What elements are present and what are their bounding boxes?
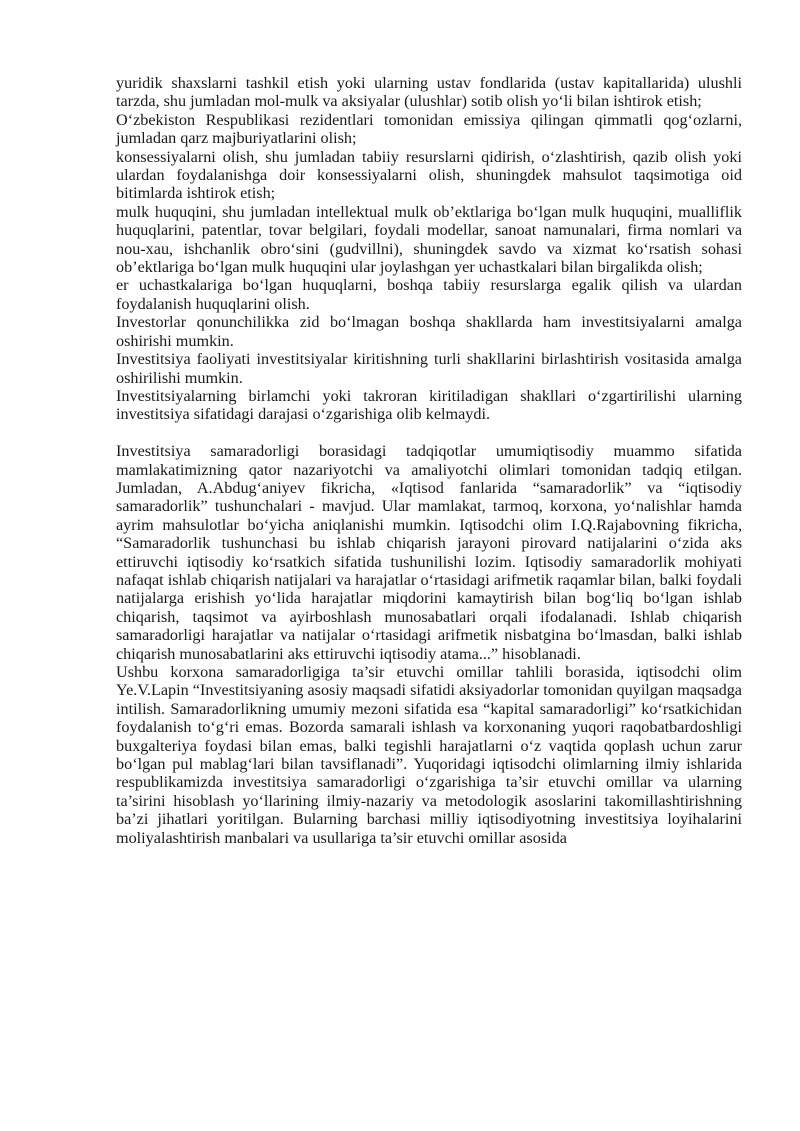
paragraph-securities: O‘zbekiston Respublikasi rezidentlari tomonidan emissiya qilingan qimmatli qog‘ozlarni, jumladan qarz majburiyatlarini olish;	[116, 110, 742, 148]
paragraph-concessions: konsessiyalarni olish, shu jumladan tabiiy resurslarni qidirish, o‘zlashtirish, qazib olish yoki ulardan foydalanishga doir konsessiyalarni olish, shuningdek mahsulot taqsimotiga oid bitimlarda ishtirok etish;	[116, 147, 742, 203]
paragraph-other-forms: Investorlar qonunchilikka zid bo‘lmagan boshqa shakllarda ham investitsiyalarni amalga oshirishi mumkin.	[116, 313, 742, 350]
paragraph-property-rights: mulk huquqini, shu jumladan intellektual mulk ob’ektlariga bo‘lgan mulk huquqini, mualliflik huquqlarini, patentlar, tovar belgilari, foydali modellar, sanoat namunalari, firma nomlari va nou-xau, ishchanlik obro‘sini (gudvillni), shuningdek savdo va xizmat ko‘rsatish sohasi ob’ektlariga bo‘lgan mulk huquqini ular joylashgan yer uchastkalari bilan birgalikda olish;	[116, 202, 742, 277]
document-body	[116, 74, 742, 847]
paragraph-combined-forms: Investitsiya faoliyati investitsiyalar kiritishning turli shakllarini birlashtirish vositasida amalga oshirilishi mumkin.	[116, 350, 742, 387]
paragraph-land-rights: er uchastkalariga bo‘lgan huquqlarni, boshqa tabiiy resurslarga egalik qilish va ulardan foydalanish huquqlarini olish.	[116, 276, 742, 313]
paragraph-form-changes: Investitsiyalarning birlamchi yoki takroran kiritiladigan shakllari o‘zgartirilishi ularning investitsiya sifatidagi darajasi o‘zgarishiga olib kelmaydi.	[116, 386, 742, 424]
paragraph-legal-entities: yuridik shaxslarni tashkil etish yoki ularning ustav fondlarida (ustav kapitallarida) ulushli tarzda, shu jumladan mol-mulk va aksiyalar (ulushlar) sotib olish yo‘li bilan ishtirok etish;	[116, 74, 742, 111]
paragraph-spacer	[116, 424, 742, 442]
paragraph-efficiency-research: Investitsiya samaradorligi borasidagi tadqiqotlar umumiqtisodiy muammo sifatida mamlakatimizning qator nazariyotchi va amaliyotchi olimlari tomonidan tadqiq etilgan. Jumladan, A.Abdug‘aniyev fikricha, «Iqtisod fanlarida “samaradorlik” va “iqtisodiy samaradorlik” tushunchalari - mavjud. Ular mamlakat, tarmoq, korxona, yo‘nalishlar hamda ayrim mahsulotlar bo‘yicha aniqlanishi mumkin. Iqtisodchi olim I.Q.Rajabovning fikricha, “Samaradorlik tushunchasi bu ishlab chiqarish jarayoni pirovard natijalarini o‘zida aks ettiruvchi iqtisodiy ko‘rsatkich sifatida tushunilishi lozim. Iqtisodiy samaradorlik mohiyati nafaqat ishlab chiqarish natijalari va harajatlar o‘rtasidagi arifmetik raqamlar bilan, balki foydali natijalarga erishish yo‘lida harajatlar miqdorini kamaytirish bilan bog‘liq bo‘lgan ishlab chiqarish, taqsimot va ayirboshlash munosabatlari orqali ifodalanadi. Ishlab chiqarish samaradorligi harajatlar va natijalar o‘rtasidagi arifmetik nisbatgina bo‘lmasdan, balki ishlab chiqarish munosabatlarini aks ettiruvchi iqtisodiy atama...” hisoblanadi.	[116, 442, 742, 663]
paragraph-efficiency-factors: Ushbu korxona samaradorligiga ta’sir etuvchi omillar tahlili borasida, iqtisodchi olim Ye.V.Lapin “Investitsiyaning asosiy maqsadi sifatidi aksiyadorlar tomonidan quyilgan maqsadga intilish. Samaradorlikning umumiy mezoni sifatida esa “kapital samaradorligi” ko‘rsatkichidan foydalanish to‘g‘ri emas. Bozorda samarali ishlash va korxonaning yuqori raqobatbardoshligi buxgalteriya foydasi bilan emas, balki tegishli harajatlarni o‘z vaqtida qoplash uchun zarur bo‘lgan pul mablag‘lari bilan tavsiflanadi”. Yuqoridagi iqtisodchi olimlarning ilmiy ishlarida respublikamizda investitsiya samaradorligi o‘zgarishiga ta’sir etuvchi omillar va ularning ta’sirini hisoblash yo‘llarining ilmiy-nazariy va metodologik asoslarini takomillashtirishning ba’zi jihatlari yoritilgan. Bularning barchasi milliy iqtisodiyotning investitsiya loyihalarini moliyalashtirish manbalari va usullariga ta’sir etuvchi omillar asosida	[116, 662, 742, 847]
